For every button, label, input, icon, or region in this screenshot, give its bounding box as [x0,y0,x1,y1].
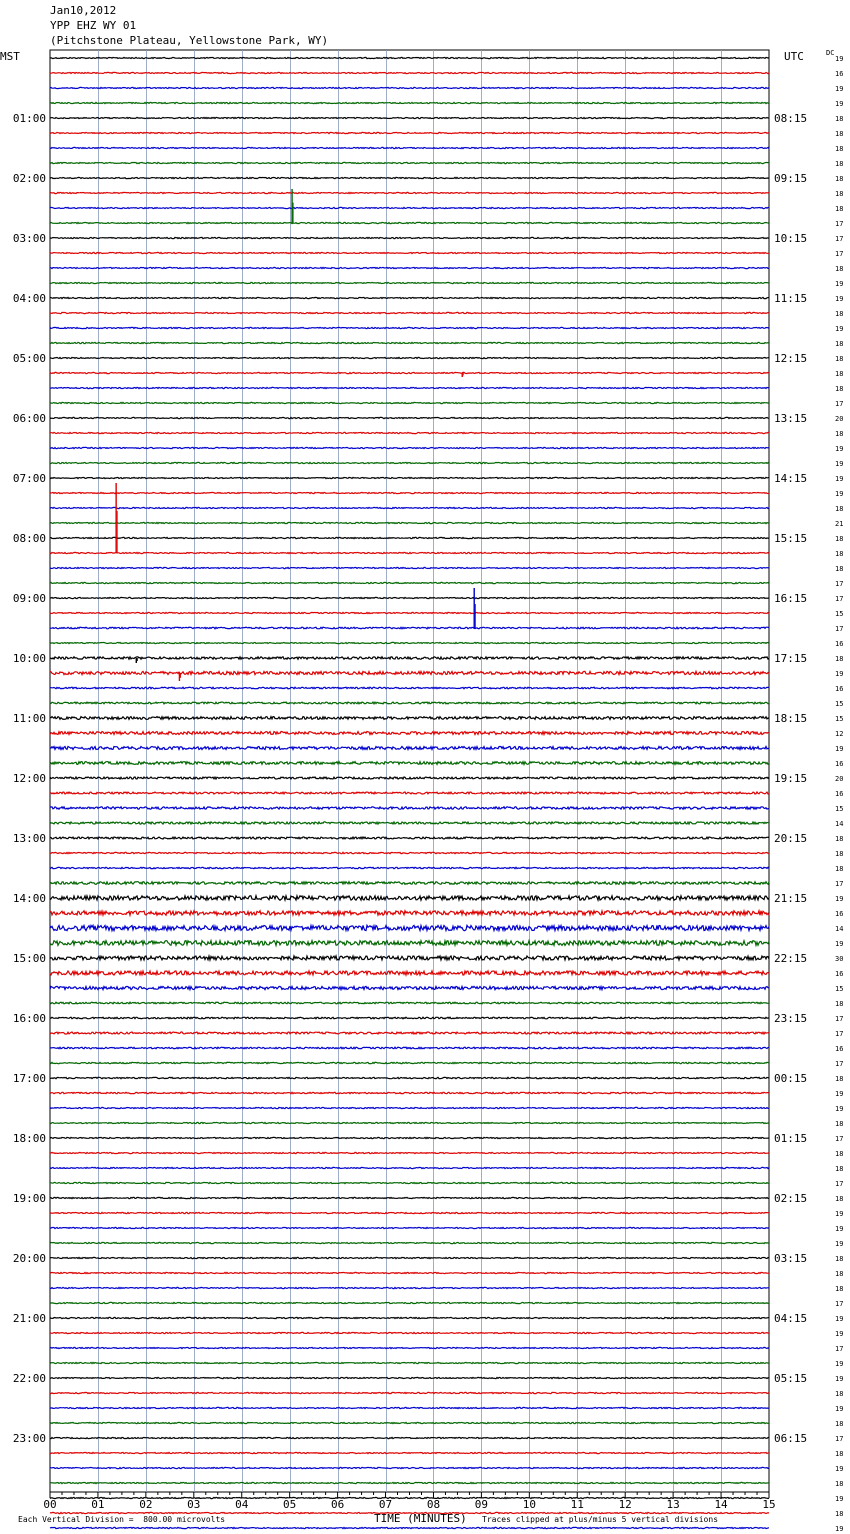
trace-line [50,1137,769,1138]
x-tick-label: 08 [426,1498,441,1511]
dc-offset-label: 19 [835,1210,844,1218]
trace-line [50,971,769,975]
right-hour-label: 01:15 [774,1132,808,1145]
trace-line [50,1122,769,1123]
x-tick-label: 15 [762,1498,776,1511]
trace-line [50,925,769,930]
x-tick-label: 06 [330,1498,345,1511]
dc-offset-label: 17 [835,220,844,228]
dc-offset-label: 15 [835,805,844,813]
right-hour-label: 00:15 [774,1072,808,1085]
trace-line [50,402,769,403]
trace-line [50,1392,769,1393]
dc-offset-label: 18 [835,340,844,348]
dc-offset-label: 18 [835,265,844,273]
trace-line [50,1332,769,1333]
trace-line [50,57,769,58]
trace-line [50,1242,769,1243]
station-location: (Pitchstone Plateau, Yellowstone Park, WY) [50,34,329,47]
dc-offset-label: 17 [835,1435,844,1443]
trace-line [50,777,769,779]
trace-line [50,507,769,508]
chart-date: Jan10,2012 [50,4,117,17]
x-tick-label: 02 [139,1498,153,1511]
dc-offset-label: 19 [835,940,844,948]
trace-line [50,657,769,659]
dc-offset-label: 19 [835,1525,844,1533]
right-hour-label: 05:15 [774,1372,808,1385]
left-hour-label: 05:00 [12,352,46,365]
trace-line [50,1422,769,1423]
right-hour-label: 06:15 [774,1432,808,1445]
right-hour-label: 15:15 [774,532,808,545]
dc-offset-label: 18 [835,1000,844,1008]
trace-line [50,207,769,208]
dc-offset-label: 17 [835,880,844,888]
dc-offset-label: 19 [835,1495,844,1503]
dc-offset-label: 19 [835,670,844,678]
dc-offset-label: 18 [835,565,844,573]
dc-offset-label: 18 [835,430,844,438]
trace-line [50,102,769,103]
right-hour-label: 09:15 [774,172,808,185]
trace-line [50,837,769,839]
dc-offset-label: 19 [835,1225,844,1233]
x-tick-label: 03 [187,1498,201,1511]
dc-offset-label: 17 [835,1060,844,1068]
left-hour-label: 04:00 [12,292,46,305]
trace-line [50,1107,769,1108]
left-hour-label: 15:00 [12,952,46,965]
trace-line [50,687,769,689]
dc-offset-header: DC [826,49,835,57]
dc-offset-label: 18 [835,145,844,153]
right-hour-label: 11:15 [774,292,808,305]
dc-offset-label: 17 [835,580,844,588]
trace-line [50,1002,769,1004]
x-tick-label: 12 [618,1498,632,1511]
left-hour-label: 21:00 [12,1312,46,1325]
trace-line [50,237,769,238]
left-hour-label: 19:00 [12,1192,46,1205]
dc-offset-label: 18 [835,1450,844,1458]
left-hour-label: 09:00 [12,592,46,605]
trace-line [50,1152,769,1153]
dc-offset-label: 18 [835,550,844,558]
dc-offset-label: 18 [835,190,844,198]
dc-offset-label: 18 [835,130,844,138]
scale-note: Each Vertical Division = 800.00 microvolts [18,1515,226,1524]
right-hour-label: 03:15 [774,1252,808,1265]
dc-offset-label: 17 [835,1015,844,1023]
dc-offset-label: 18 [835,1120,844,1128]
trace-line [50,1257,769,1258]
right-hour-label: 17:15 [774,652,808,665]
trace-line [50,132,769,133]
x-tick-label: 04 [235,1498,249,1511]
left-hour-label: 07:00 [12,472,46,485]
trace-line [50,642,769,643]
trace-line [50,1047,769,1049]
trace-line [50,327,769,328]
trace-line [50,417,769,418]
left-hour-label: 12:00 [12,772,46,785]
x-tick-label: 09 [474,1498,489,1511]
right-hour-label: 12:15 [774,352,808,365]
trace-line [50,732,769,735]
trace-line [50,1272,769,1273]
dc-offset-label: 19 [835,1090,844,1098]
trace-line [50,896,769,900]
dc-offset-label: 18 [835,1480,844,1488]
trace-line [50,882,769,885]
dc-offset-label: 15 [835,715,844,723]
x-tick-label: 13 [666,1498,680,1511]
dc-offset-label: 19 [835,1315,844,1323]
dc-offset-label: 18 [835,535,844,543]
trace-line [50,552,769,553]
trace-line [50,1017,769,1019]
trace-line [50,477,769,478]
dc-offset-label: 18 [835,160,844,168]
dc-offset-label: 19 [835,1240,844,1248]
dc-offset-label: 18 [835,1165,844,1173]
dc-offset-label: 19 [835,1105,844,1113]
dc-offset-label: 18 [835,115,844,123]
trace-line [50,1452,769,1453]
dc-offset-label: 18 [835,1270,844,1278]
dc-offset-label: 16 [835,910,844,918]
trace-line [50,72,769,73]
trace-line [50,297,769,298]
dc-offset-label: 18 [835,355,844,363]
dc-offset-label: 19 [835,325,844,333]
trace-line [50,822,769,824]
dc-offset-label: 19 [835,490,844,498]
dc-offset-label: 16 [835,1045,844,1053]
station-code: YPP EHZ WY 01 [50,19,137,32]
dc-offset-label: 19 [835,1330,844,1338]
dc-offset-label: 17 [835,400,844,408]
dc-offset-label: 14 [835,820,844,828]
left-hour-label: 01:00 [12,112,46,125]
right-hour-label: 13:15 [774,412,808,425]
dc-offset-label: 18 [835,865,844,873]
dc-offset-label: 17 [835,1300,844,1308]
dc-offset-label: 15 [835,985,844,993]
dc-offset-label: 15 [835,700,844,708]
dc-offset-label: 17 [835,1180,844,1188]
trace-line [50,1197,769,1198]
trace-line [50,117,769,118]
right-hour-label: 21:15 [774,892,808,905]
trace-line [50,1077,769,1078]
dc-offset-label: 18 [835,1285,844,1293]
trace-line [50,956,769,960]
x-tick-label: 11 [570,1498,584,1511]
left-hour-label: 17:00 [12,1072,46,1085]
trace-line [50,1032,769,1034]
right-hour-label: 16:15 [774,592,808,605]
trace-line [50,747,769,750]
dc-offset-label: 16 [835,790,844,798]
dc-offset-label: 17 [835,1345,844,1353]
dc-offset-label: 19 [835,475,844,483]
dc-offset-label: 17 [835,1030,844,1038]
trace-line [50,282,769,283]
trace-line [50,342,769,343]
dc-offset-label: 16 [835,760,844,768]
trace-line [50,1317,769,1318]
trace-line [50,177,769,178]
dc-offset-label: 18 [835,1510,844,1518]
trace-line [50,1497,769,1498]
left-hour-label: 02:00 [12,172,46,185]
trace-line [50,462,769,463]
dc-offset-label: 19 [835,85,844,93]
dc-offset-label: 19 [835,1405,844,1413]
dc-offset-label: 18 [835,1390,844,1398]
dc-offset-label: 18 [835,1195,844,1203]
dc-offset-label: 18 [835,835,844,843]
trace-line [50,1527,769,1528]
trace-line [50,1302,769,1303]
trace-line [50,1437,769,1438]
dc-offset-label: 17 [835,250,844,258]
dc-offset-label: 19 [835,55,844,63]
dc-offset-label: 19 [835,295,844,303]
left-hour-label: 14:00 [12,892,46,905]
clip-note: Traces clipped at plus/minus 5 vertical divisions [482,1515,719,1524]
dc-offset-label: 18 [835,655,844,663]
trace-line [50,582,769,583]
x-axis-title: TIME (MINUTES) [374,1512,467,1525]
dc-offset-label: 12 [835,730,844,738]
trace-line [50,762,769,765]
left-hour-label: 20:00 [12,1252,46,1265]
dc-offset-label: 18 [835,370,844,378]
x-tick-label: 07 [378,1498,393,1511]
right-hour-label: 02:15 [774,1192,808,1205]
trace-line [50,911,769,915]
dc-offset-label: 18 [835,175,844,183]
trace-line [50,267,769,268]
dc-offset-label: 21 [835,520,844,528]
trace-line [50,941,769,946]
trace-line [50,867,769,868]
dc-offset-label: 18 [835,1420,844,1428]
right-hour-label: 14:15 [774,472,808,485]
trace-line [50,1092,769,1093]
dc-offset-label: 17 [835,235,844,243]
trace-line [50,807,769,809]
left-hour-label: 13:00 [12,832,46,845]
dc-offset-label: 18 [835,205,844,213]
left-hour-label: 06:00 [12,412,46,425]
trace-line [50,192,769,193]
dc-offset-label: 18 [835,385,844,393]
trace-line [50,717,769,720]
trace-line [50,372,769,373]
trace-line [50,357,769,358]
trace-line [50,1212,769,1213]
trace-line [50,312,769,313]
trace-line [50,1287,769,1288]
left-hour-label: 16:00 [12,1012,46,1025]
trace-line [50,1062,769,1063]
plot-frame [50,50,769,1492]
right-hour-label: 20:15 [774,832,808,845]
trace-line [50,162,769,163]
right-hour-label: 19:15 [774,772,808,785]
right-hour-label: 08:15 [774,112,808,125]
trace-line [50,702,769,704]
trace-line [50,852,769,853]
right-hour-label: 04:15 [774,1312,808,1325]
trace-line [50,1407,769,1408]
dc-offset-label: 18 [835,1075,844,1083]
right-timezone-label: UTC [784,50,804,63]
x-tick-label: 01 [91,1498,105,1511]
trace-line [50,627,769,629]
trace-line [50,1362,769,1363]
trace-line [50,432,769,433]
dc-offset-label: 19 [835,100,844,108]
trace-line [50,492,769,493]
trace-line [50,1182,769,1183]
dc-offset-label: 17 [835,595,844,603]
right-hour-label: 10:15 [774,232,808,245]
left-timezone-label: MST [0,50,20,63]
dc-offset-label: 16 [835,640,844,648]
trace-line [50,252,769,253]
dc-offset-label: 19 [835,745,844,753]
dc-offset-label: 19 [835,1375,844,1383]
trace-line [50,1377,769,1378]
dc-offset-label: 19 [835,1465,844,1473]
trace-line [50,612,769,613]
trace-line [50,522,769,523]
trace-line [50,87,769,88]
dc-offset-label: 18 [835,1255,844,1263]
trace-line [50,447,769,448]
trace-line [50,147,769,148]
left-hour-label: 22:00 [12,1372,46,1385]
dc-offset-label: 20 [835,775,844,783]
dc-offset-label: 14 [835,925,844,933]
dc-offset-label: 19 [835,460,844,468]
left-hour-label: 18:00 [12,1132,46,1145]
right-hour-label: 22:15 [774,952,808,965]
right-hour-label: 23:15 [774,1012,808,1025]
left-hour-label: 23:00 [12,1432,46,1445]
trace-line [50,1227,769,1228]
dc-offset-label: 19 [835,280,844,288]
x-tick-label: 14 [714,1498,728,1511]
trace-line [50,537,769,538]
trace-line [50,792,769,794]
dc-offset-label: 17 [835,625,844,633]
trace-line [50,671,769,674]
dc-offset-label: 18 [835,310,844,318]
dc-offset-label: 18 [835,1150,844,1158]
dc-offset-label: 18 [835,850,844,858]
x-tick-label: 05 [283,1498,297,1511]
dc-offset-label: 19 [835,1360,844,1368]
trace-line [50,1347,769,1348]
x-tick-label: 00 [43,1498,57,1511]
dc-offset-label: 17 [835,1135,844,1143]
dc-offset-label: 18 [835,505,844,513]
left-hour-label: 11:00 [12,712,46,725]
left-hour-label: 10:00 [12,652,46,665]
trace-line [50,597,769,598]
trace-line [50,222,769,223]
dc-offset-label: 20 [835,415,844,423]
trace-line [50,986,769,989]
dc-offset-label: 19 [835,445,844,453]
dc-offset-label: 16 [835,685,844,693]
x-tick-label: 10 [522,1498,536,1511]
trace-line [50,387,769,388]
trace-line [50,567,769,568]
trace-line [50,1482,769,1483]
dc-offset-label: 16 [835,70,844,78]
dc-offset-label: 15 [835,610,844,618]
right-hour-label: 18:15 [774,712,808,725]
dc-offset-label: 19 [835,895,844,903]
trace-line [50,1467,769,1468]
left-hour-label: 08:00 [12,532,46,545]
dc-offset-label: 16 [835,970,844,978]
trace-line [50,1167,769,1168]
dc-offset-label: 30 [835,955,844,963]
left-hour-label: 03:00 [12,232,46,245]
